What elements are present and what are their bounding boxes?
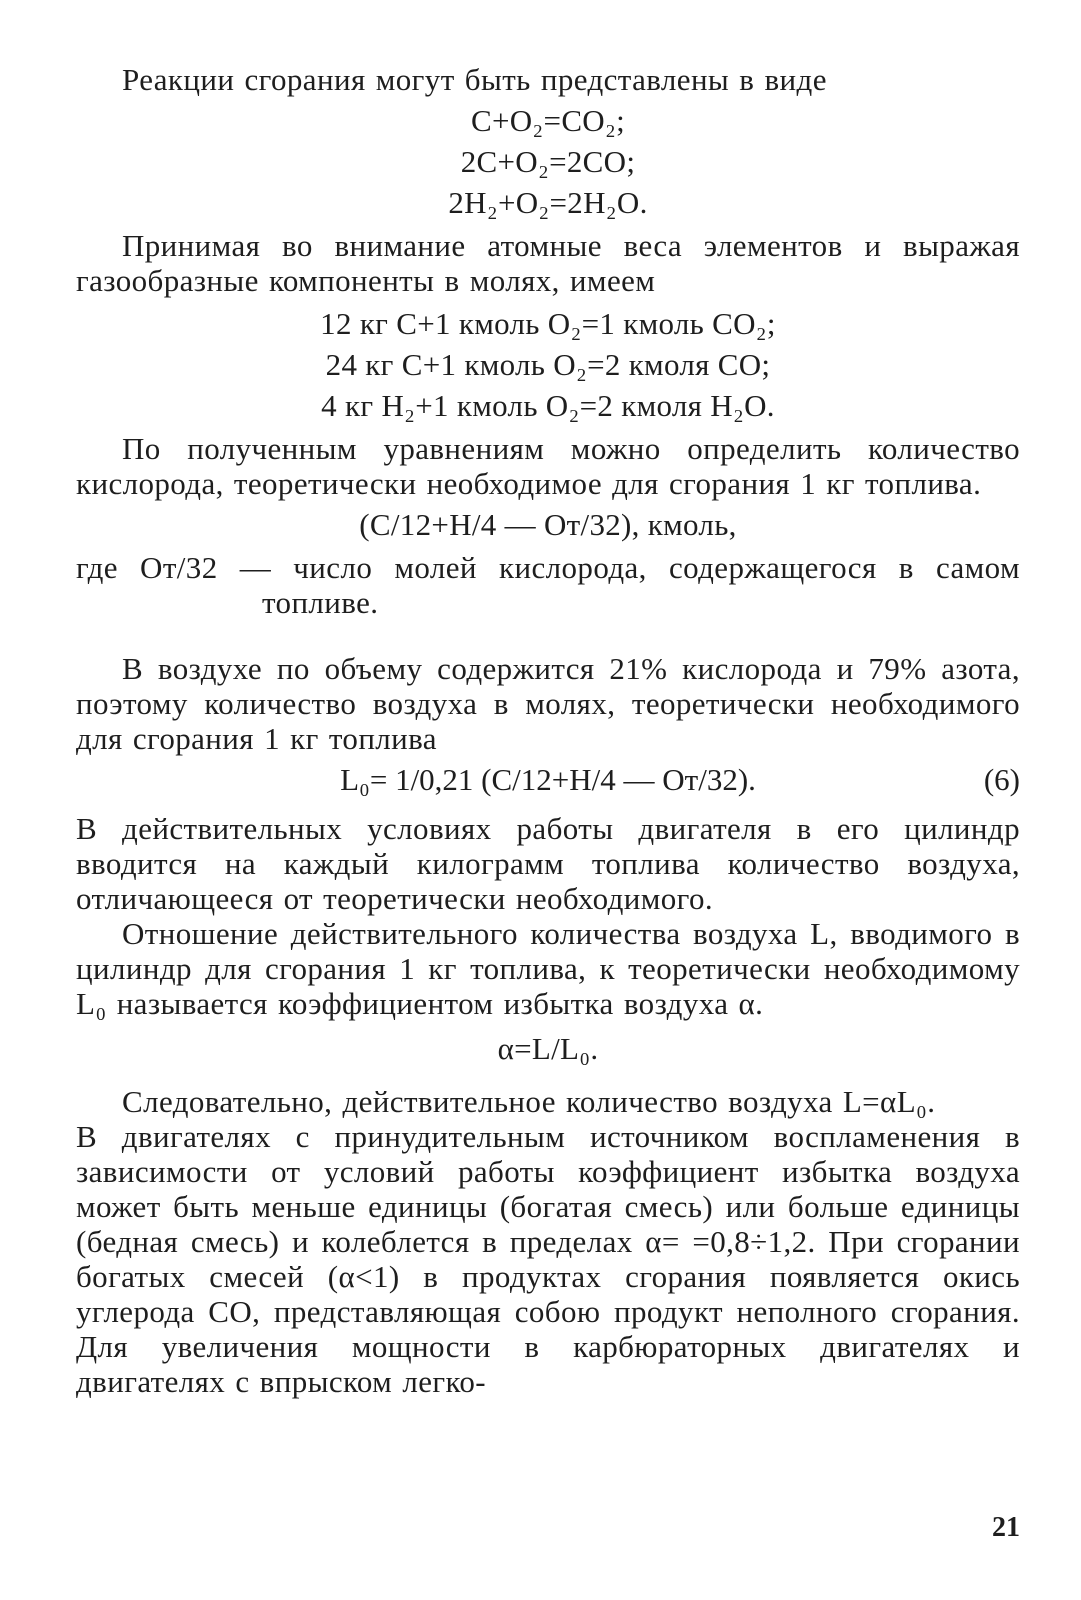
paragraph-ratio: Отношение действительного количества воздуха L, вводимого в цилиндр для сгорания 1 кг топлива, к теоретически необходимому L₀ называется коэффициентом избытка воздуха α. <box>76 916 1020 1021</box>
equation-l0-body: L₀= 1/0,21 (C/12+H/4 — Oт/32). <box>340 762 756 797</box>
paragraph-consequently: Следовательно, действительное количество воздуха L=αL₀. <box>122 1084 936 1119</box>
paragraph-air: В воздухе по объему содержится 21% кислорода и 79% азота, поэтому количество воздуха в молях, теоретически необходимого для сгорания 1 кг топлива <box>76 651 1020 756</box>
paragraph-oxygen: По полученным уравнениям можно определить количество кислорода, теоретически необходимое для сгорания 1 кг топлива. <box>76 431 1020 501</box>
equation-moles-1: 12 кг C+1 кмоль O₂=1 кмоль CO₂; <box>320 306 776 341</box>
book-page <box>76 62 1020 1562</box>
equation-l0 <box>76 762 1020 797</box>
paragraph-real-conditions: В действительных условиях работы двигателя в его цилиндр вводится на каждый килограмм топлива количество воздуха, отличающееся от теоретически необходимого. <box>76 811 1020 916</box>
page-number: 21 <box>992 1512 1020 1543</box>
equation-alpha: α=L/L₀. <box>497 1031 599 1066</box>
equation-reaction-3: 2H₂+O₂=2H₂O. <box>448 185 648 220</box>
equation-number: (6) <box>983 762 1020 797</box>
equation-reaction-1: C+O₂=CO₂; <box>470 103 626 138</box>
equation-oxygen: (C/12+H/4 — Oт/32), кмоль, <box>359 507 737 542</box>
paragraph-engines: В двигателях с принудительным источником воспламенения в зависимости от условий работы коэффициент избытка воздуха может быть меньше единицы (богатая смесь) или больше единицы (бедная смесь) и колеблется в пределах α= =0,8÷1,2. При сгорании богатых смесей (α<1) в продуктах сгорания появляется окись углерода CO, представляющая собою продукт неполного сгорания. Для увеличения мощности в карбюраторных двигателях и двигателях с впрыском легко- <box>76 1119 1020 1399</box>
paragraph-intro: Реакции сгорания могут быть представлены в виде <box>122 62 827 97</box>
equation-moles-3: 4 кг H₂+1 кмоль O₂=2 кмоля H₂O. <box>321 388 775 423</box>
paragraph-atomic-weights: Принимая во внимание атомные веса элементов и выражая газообразные компоненты в молях, имеем <box>76 228 1020 298</box>
equation-moles-2: 24 кг C+1 кмоль O₂=2 кмоля CO; <box>325 347 771 382</box>
equation-reaction-2: 2C+O₂=2CO; <box>460 144 636 179</box>
paragraph-where: где Oт/32 — число молей кислорода, содержащегося в самом топливе. <box>76 550 1020 620</box>
